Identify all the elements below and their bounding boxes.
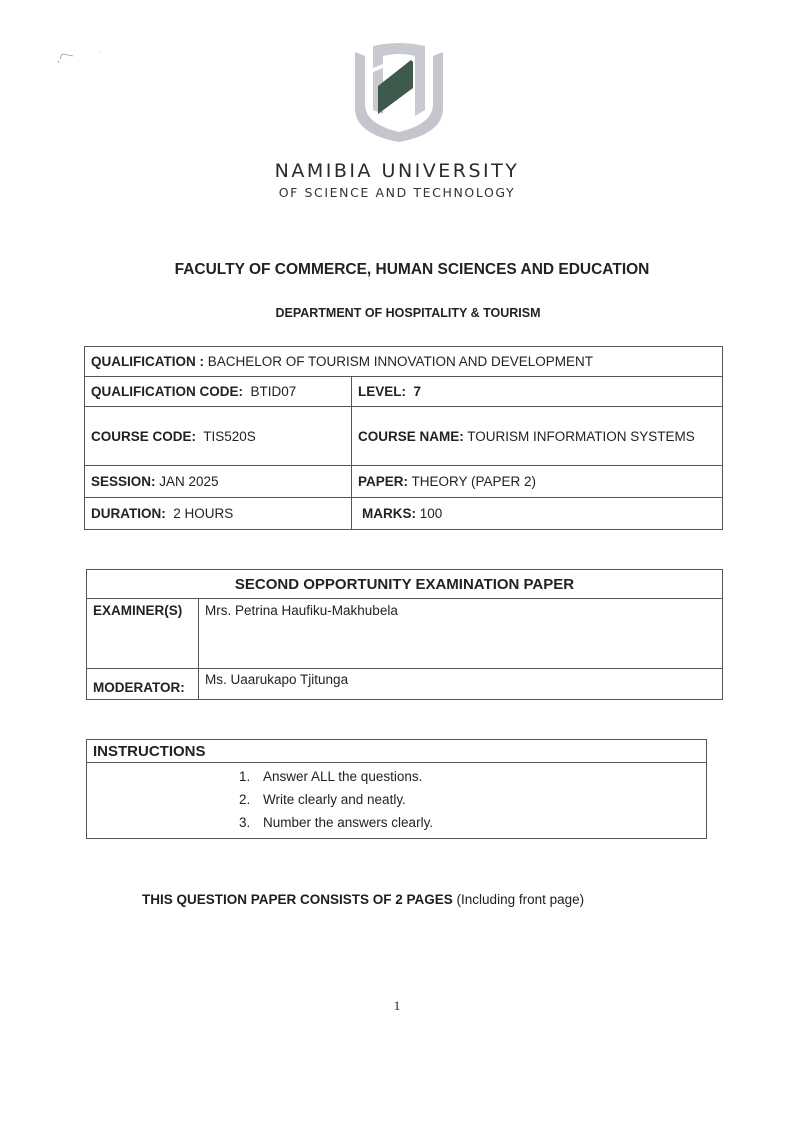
session-row (85, 466, 723, 498)
page-count-note (142, 892, 584, 907)
page-count-bold: THIS QUESTION PAPER CONSISTS OF 2 PAGES (142, 892, 453, 907)
department-heading: DEPARTMENT OF HOSPITALITY & TOURISM (275, 306, 541, 320)
qualification-value: BACHELOR OF TOURISM INNOVATION AND DEVELOPMENT (203, 354, 594, 369)
course-row (85, 407, 723, 466)
session-value: JAN 2025 (155, 474, 219, 489)
session-cell (85, 466, 352, 498)
qualification-code-cell (85, 377, 352, 407)
course-code-label: COURSE CODE: (91, 428, 197, 444)
qualification-code-row (85, 377, 723, 407)
qualification-row (85, 347, 723, 377)
examiner-value: Mrs. Petrina Haufiku-Makhubela (199, 599, 723, 669)
exam-staff-table (86, 569, 723, 700)
level-label: LEVEL: (358, 384, 407, 399)
duration-label: DURATION: (91, 506, 166, 521)
duration-value: 2 HOURS (165, 506, 234, 521)
course-name-label: COURSE NAME: (358, 428, 464, 444)
marks-label: MARKS: (362, 506, 416, 521)
course-info-table (84, 346, 723, 530)
course-name-cell (352, 407, 723, 466)
exam-title: SECOND OPPORTUNITY EXAMINATION PAPER (87, 570, 723, 599)
instructions-table (86, 739, 707, 839)
examiner-label: EXAMINER(S) (87, 599, 199, 669)
moderator-value: Ms. Uaarukapo Tjitunga (199, 669, 723, 700)
duration-cell (85, 498, 352, 530)
qualification-label: QUALIFICATION : (91, 354, 204, 369)
session-label: SESSION: (91, 474, 156, 489)
instruction-item: 1. Answer ALL the questions. (239, 769, 423, 784)
exam-title-row (87, 570, 723, 599)
instructions-body (87, 763, 707, 839)
instruction-item: 2. Write clearly and neatly. (239, 792, 406, 807)
scan-mark (55, 52, 115, 82)
qualification-code-value: BTID07 (243, 384, 297, 399)
qualification-cell (85, 347, 723, 377)
instructions-list (87, 763, 706, 838)
instruction-item: 3. Number the answers clearly. (239, 815, 434, 830)
duration-row (85, 498, 723, 530)
marks-value: 100 (416, 506, 443, 521)
qualification-code-label: QUALIFICATION CODE: (91, 384, 243, 399)
examiner-row (87, 599, 723, 669)
moderator-label: MODERATOR: (87, 669, 199, 700)
paper-label: PAPER: (358, 474, 409, 489)
paper-cell (352, 466, 723, 498)
instructions-body-row (87, 763, 707, 839)
course-code-value: TIS520S (196, 428, 256, 444)
course-name-value: TOURISM INFORMATION SYSTEMS (463, 428, 695, 444)
page-count-normal: (Including front page) (452, 892, 585, 907)
level-value: 7 (406, 384, 422, 399)
moderator-row (87, 669, 723, 700)
paper-value: THEORY (PAPER 2) (408, 474, 537, 489)
instructions-title: INSTRUCTIONS (87, 740, 707, 763)
level-cell (352, 377, 723, 407)
university-subtitle: OF SCIENCE AND TECHNOLOGY (278, 185, 516, 200)
nust-shield-logo-icon (353, 42, 445, 142)
marks-cell (352, 498, 723, 530)
university-name: NAMIBIA UNIVERSITY (274, 160, 520, 182)
page-number: 1 (393, 998, 401, 1013)
instructions-header-row (87, 740, 707, 763)
course-code-cell (85, 407, 352, 466)
faculty-heading: FACULTY OF COMMERCE, HUMAN SCIENCES AND EDUCATION (174, 261, 650, 278)
